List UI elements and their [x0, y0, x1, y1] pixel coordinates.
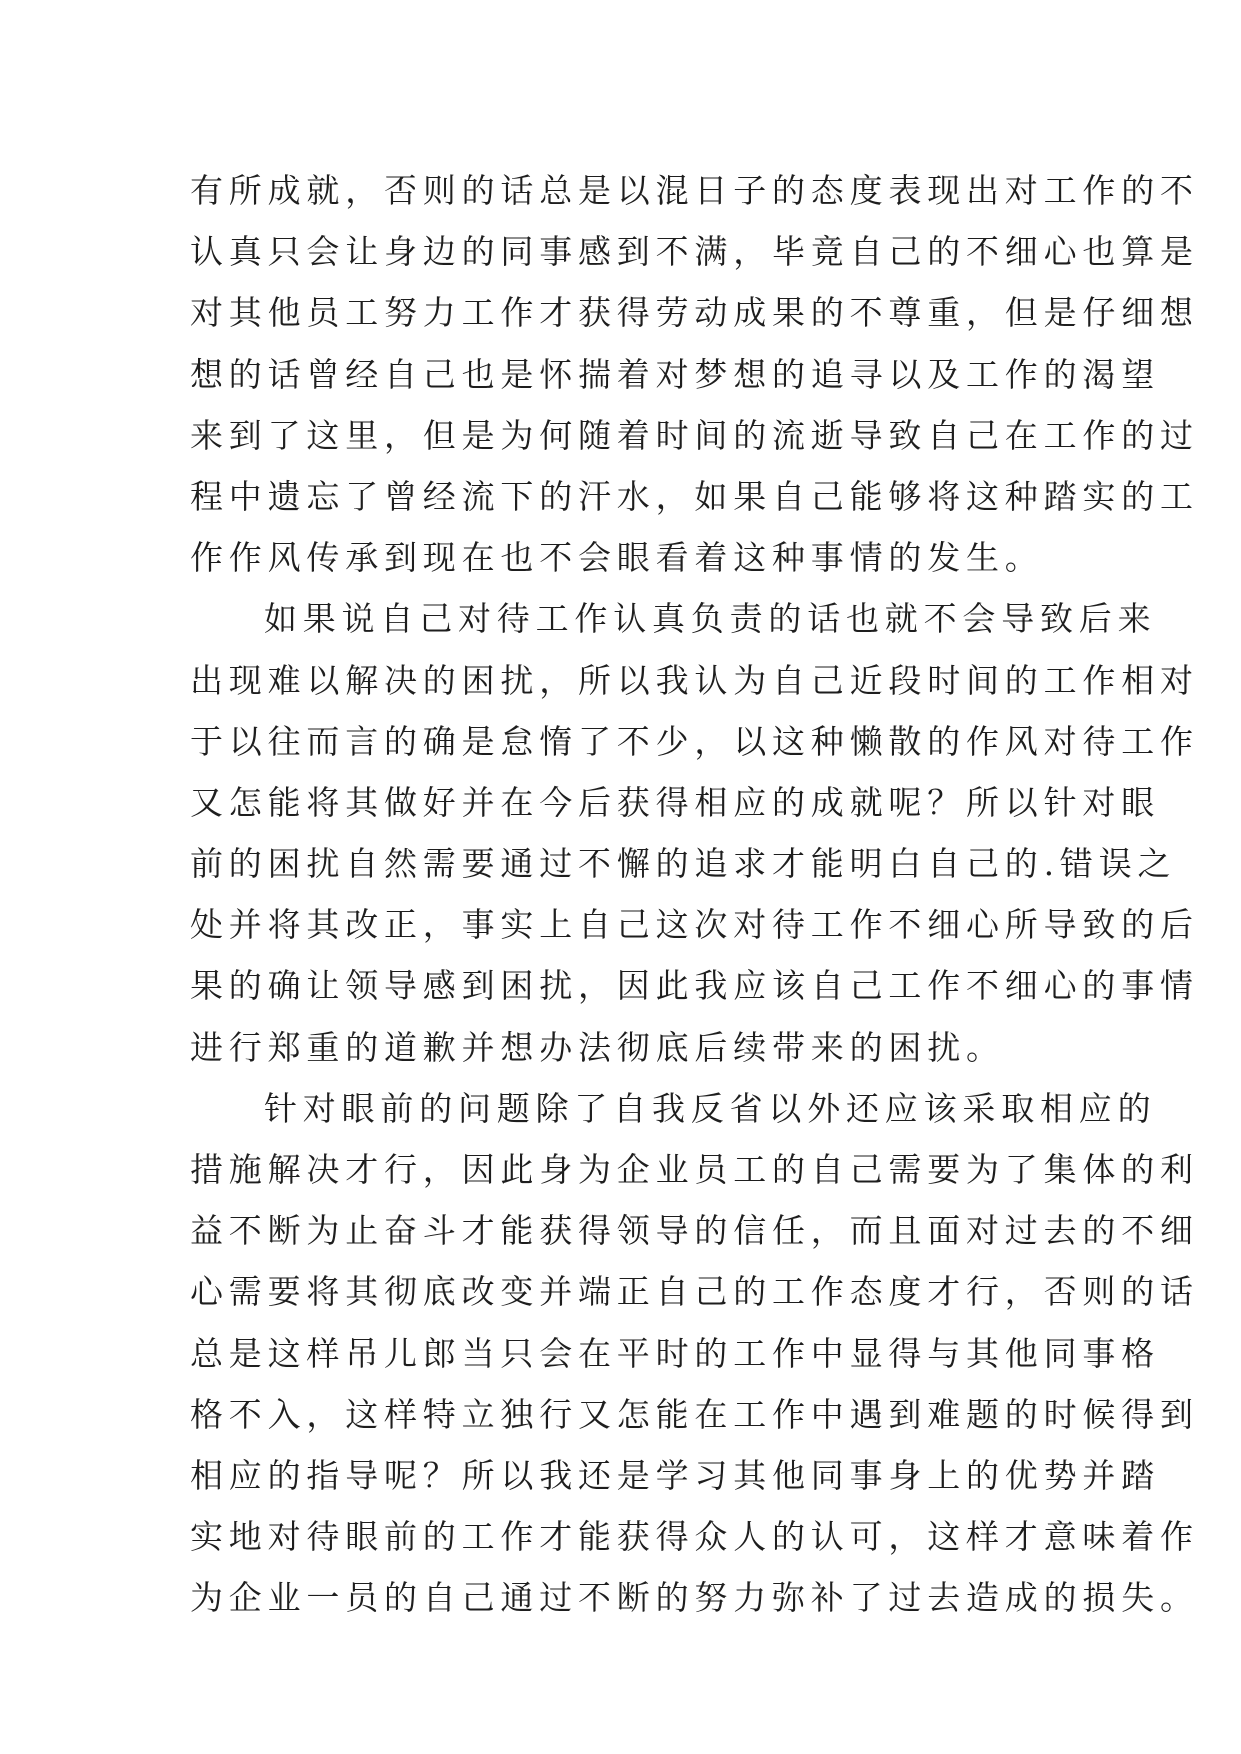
text-line: 作作风传承到现在也不会眼看着这种事情的发生。: [190, 538, 1044, 578]
text-line: 想的话曾经自己也是怀揣着对梦想的追寻以及工作的渴望: [190, 354, 1160, 394]
text-line: 对其他员工努力工作才获得劳动成果的不尊重，但是仔细想: [190, 293, 1199, 333]
paragraph-start-line: 针对眼前的问题除了自我反省以外还应该采取相应的: [264, 1088, 1157, 1128]
text-line: 处并将其改正，事实上自己这次对待工作不细心所导致的后: [190, 905, 1199, 945]
text-line: 前的困扰自然需要通过不懈的追求才能明白自己的.错误之: [190, 844, 1177, 884]
text-line: 认真只会让身边的同事感到不满，毕竟自己的不细心也算是: [190, 232, 1199, 272]
text-line: 于以往而言的确是怠惰了不少，以这种懒散的作风对待工作: [190, 721, 1199, 761]
text-line: 程中遗忘了曾经流下的汗水，如果自己能够将这种踏实的工: [190, 476, 1199, 516]
document-body: [190, 160, 1199, 1629]
text-line: 进行郑重的道歉并想办法彻底后续带来的困扰。: [190, 1027, 1005, 1067]
paragraph-start-line: 如果说自己对待工作认真负责的话也就不会导致后来: [264, 599, 1157, 639]
text-line: 格不入，这样特立独行又怎能在工作中遇到难题的时候得到: [190, 1394, 1199, 1434]
text-line: 措施解决才行，因此身为企业员工的自己需要为了集体的利: [190, 1150, 1199, 1189]
text-line: 来到了这里，但是为何随着时间的流逝导致自己在工作的过: [190, 415, 1199, 455]
text-line: 出现难以解决的困扰，所以我认为自己近段时间的工作相对: [190, 660, 1199, 700]
text-line: 有所成就，否则的话总是以混日子的态度表现出对工作的不: [190, 171, 1199, 210]
text-line: 心需要将其彻底改变并端正自己的工作态度才行，否则的话: [190, 1272, 1199, 1312]
text-line: 实地对待眼前的工作才能获得众人的认可，这样才意味着作: [190, 1517, 1199, 1557]
text-line: 又怎能将其做好并在今后获得相应的成就呢？所以针对眼: [190, 782, 1160, 822]
text-line: 为企业一员的自己通过不断的努力弥补了过去造成的损失。: [190, 1578, 1199, 1618]
text-line: 果的确让领导感到困扰，因此我应该自己工作不细心的事情: [190, 966, 1199, 1006]
text-line: 益不断为止奋斗才能获得领导的信任，而且面对过去的不细: [190, 1211, 1199, 1251]
text-line: 相应的指导呢？所以我还是学习其他同事身上的优势并踏: [190, 1455, 1160, 1495]
text-line: 总是这样吊儿郎当只会在平时的工作中显得与其他同事格: [190, 1333, 1160, 1373]
